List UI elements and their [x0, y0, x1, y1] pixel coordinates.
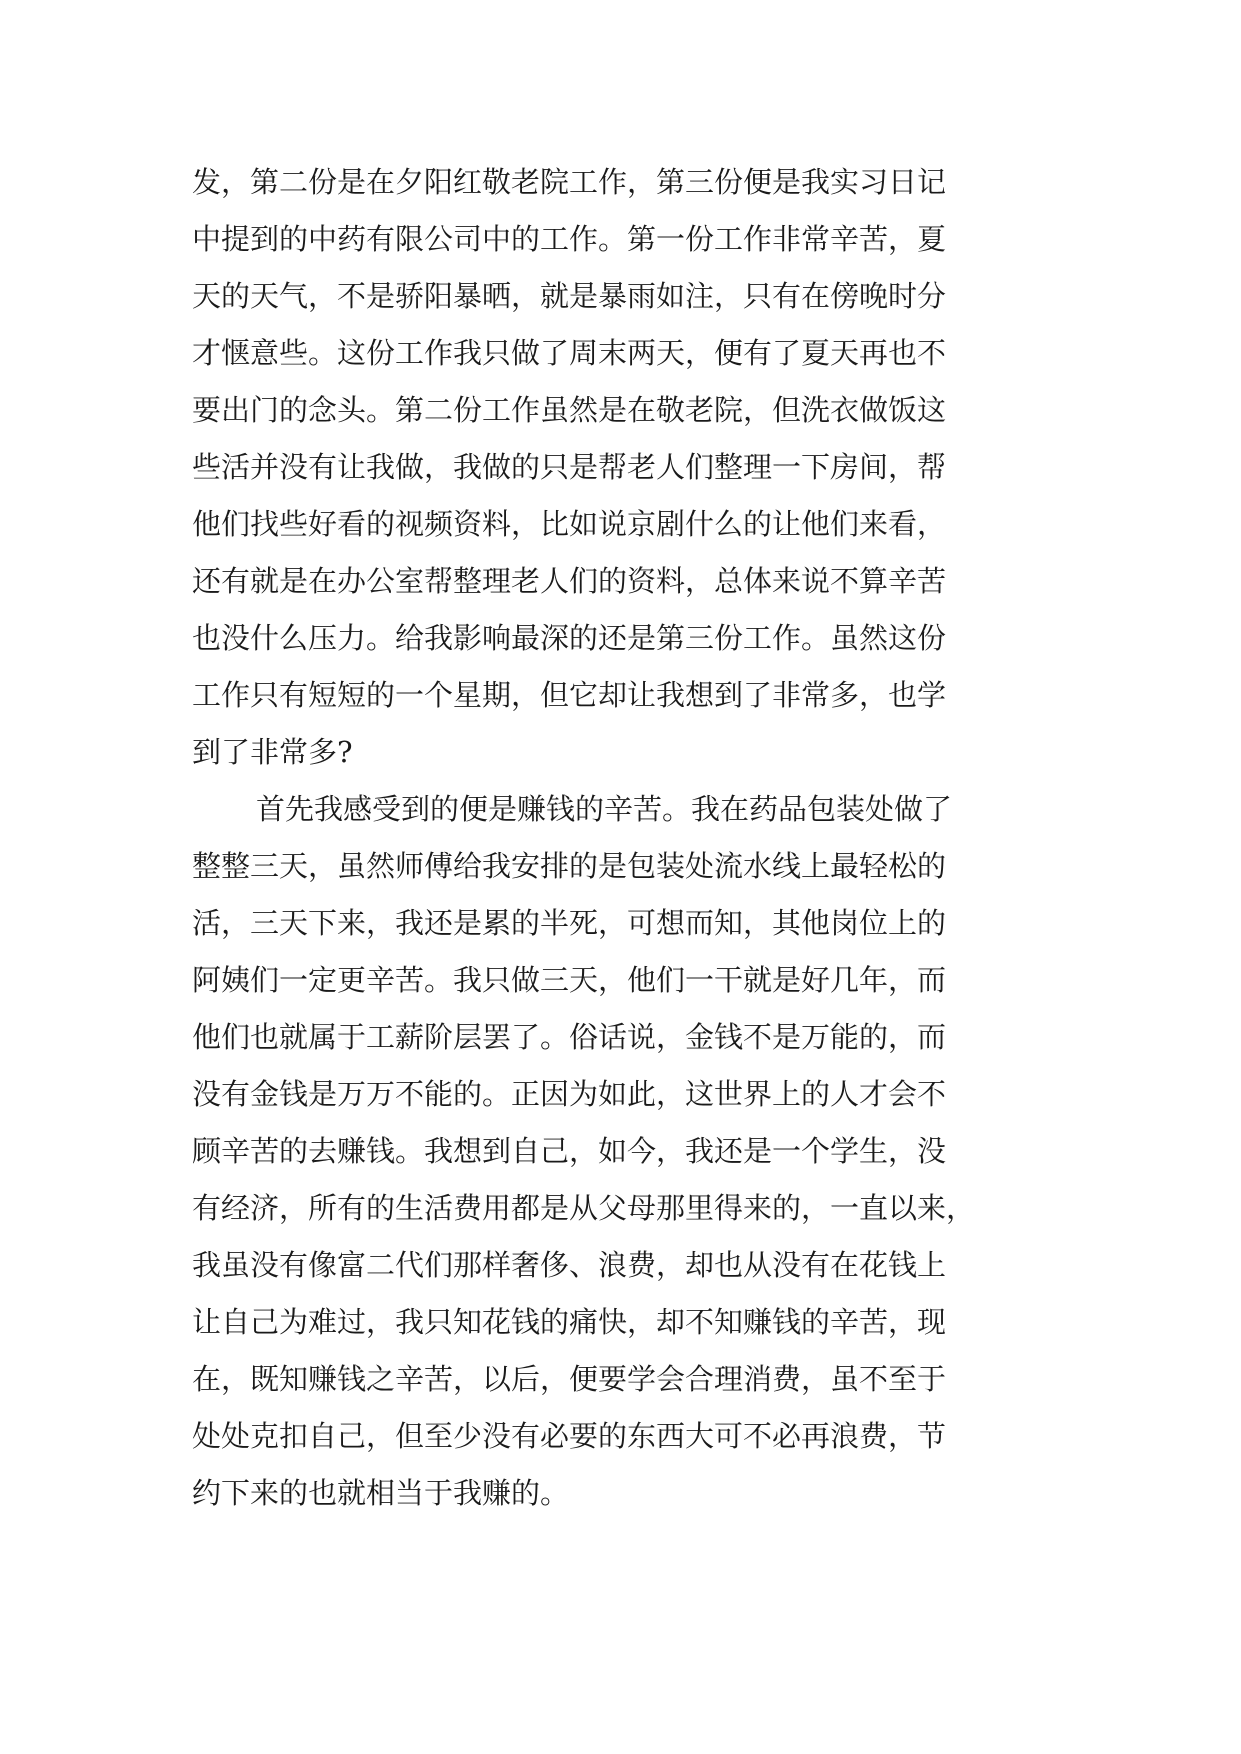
- text-line: 整整三天，虽然师傅给我安排的是包装处流水线上最轻松的: [192, 849, 947, 883]
- text-line: 顾辛苦的去赚钱。我想到自己，如今，我还是一个学生，没: [192, 1134, 947, 1168]
- text-line: 处处克扣自己，但至少没有必要的东西大可不必再浪费，节: [192, 1419, 947, 1453]
- text-line: 工作只有短短的一个星期，但它却让我想到了非常多，也学: [192, 678, 947, 712]
- text-line: 阿姨们一定更辛苦。我只做三天，他们一干就是好几年，而: [192, 963, 947, 997]
- text-line: 中提到的中药有限公司中的工作。第一份工作非常辛苦，夏: [192, 222, 947, 256]
- text-line: 没有金钱是万万不能的。正因为如此，这世界上的人才会不: [192, 1077, 947, 1111]
- text-line: 他们找些好看的视频资料，比如说京剧什么的让他们来看，: [192, 507, 947, 541]
- text-line: 才惬意些。这份工作我只做了周末两天，便有了夏天再也不: [192, 336, 947, 370]
- text-line: 我虽没有像富二代们那样奢侈、浪费，却也从没有在花钱上: [192, 1248, 947, 1282]
- text-line: 让自己为难过，我只知花钱的痛快，却不知赚钱的辛苦，现: [192, 1305, 947, 1339]
- text-line: 些活并没有让我做，我做的只是帮老人们整理一下房间，帮: [192, 450, 947, 484]
- text-line: 约下来的也就相当于我赚的。: [192, 1476, 570, 1510]
- text-line: 在，既知赚钱之辛苦，以后，便要学会合理消费，虽不至于: [192, 1362, 947, 1396]
- text-line: 他们也就属于工薪阶层罢了。俗话说，金钱不是万能的，而: [192, 1020, 947, 1054]
- text-line: 还有就是在办公室帮整理老人们的资料，总体来说不算辛苦: [192, 564, 947, 598]
- text-line: 发，第二份是在夕阳红敬老院工作，第三份便是我实习日记: [192, 165, 947, 199]
- text-line: 要出门的念头。第二份工作虽然是在敬老院，但洗衣做饭这: [192, 393, 947, 427]
- paragraph-start-line: 首先我感受到的便是赚钱的辛苦。我在药品包装处做了: [256, 792, 953, 826]
- text-line: 天的天气，不是骄阳暴晒，就是暴雨如注，只有在傍晚时分: [192, 279, 947, 313]
- text-line: 也没什么压力。给我影响最深的还是第三份工作。虽然这份: [192, 621, 947, 655]
- text-line: 到了非常多?: [192, 735, 353, 769]
- text-line: 有经济，所有的生活费用都是从父母那里得来的，一直以来，: [192, 1191, 976, 1225]
- text-line: 活，三天下来，我还是累的半死，可想而知，其他岗位上的: [192, 906, 947, 940]
